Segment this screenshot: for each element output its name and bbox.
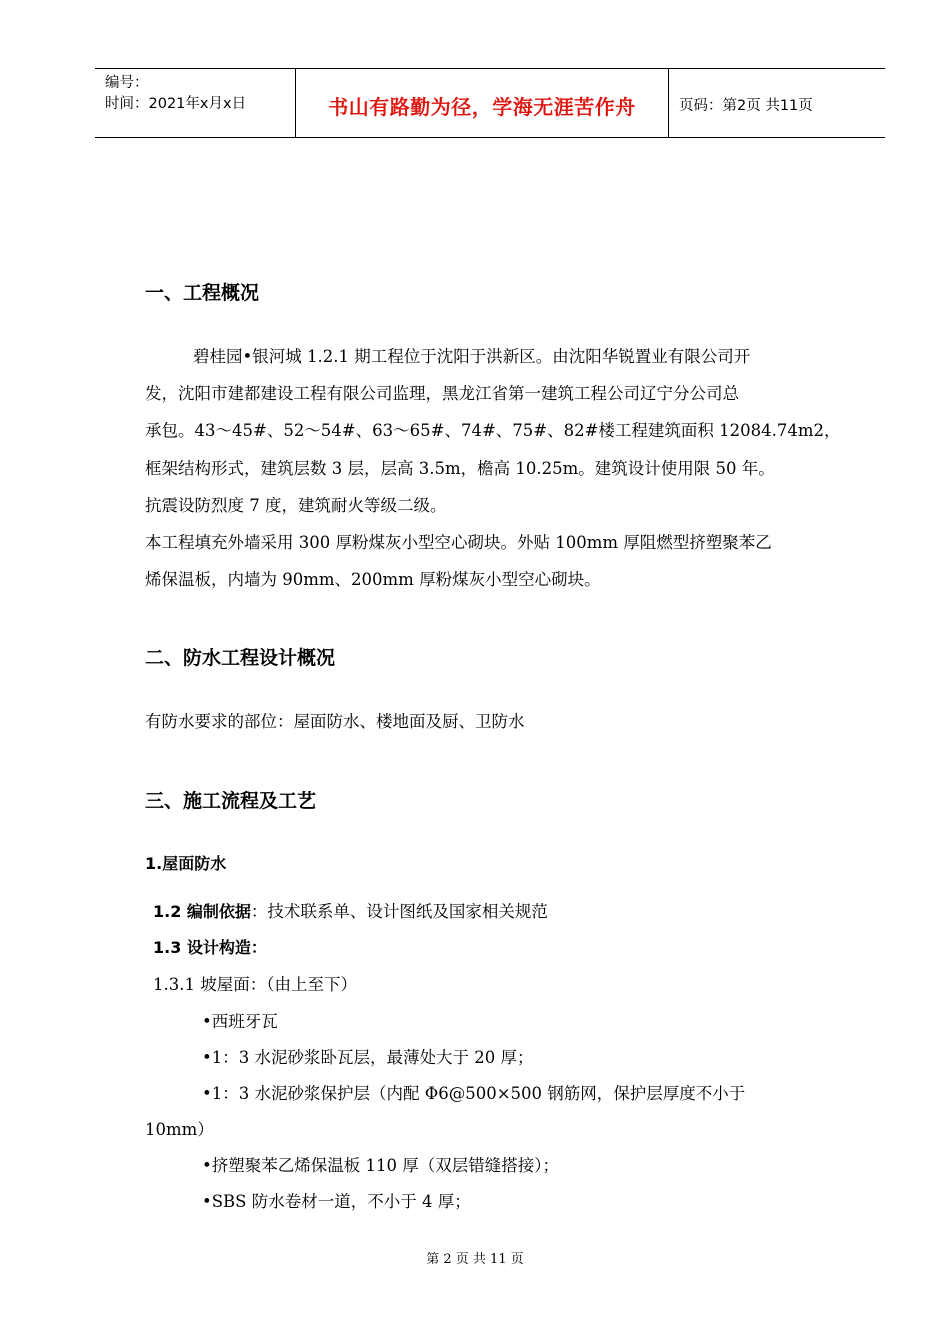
subsection-title: 1.屋面防水 bbox=[145, 854, 227, 873]
header-motto-cell bbox=[296, 69, 669, 137]
compile-basis-text: ：技术联系单、设计图纸及国家相关规范 bbox=[250, 902, 548, 921]
paragraph-line: 烯保温板，内墙为 90mm、200mm 厚粉煤灰小型空心砌块。 bbox=[145, 570, 601, 589]
paragraph-line: 有防水要求的部位：屋面防水、楼地面及厨、卫防水 bbox=[145, 712, 525, 731]
compile-basis-line bbox=[153, 898, 548, 922]
list-item: •1：3 水泥砂浆卧瓦层，最薄处大于 20 厚； bbox=[202, 1048, 534, 1067]
list-item: •挤塑聚苯乙烯保温板 110 厚（双层错缝搭接）； bbox=[202, 1156, 559, 1175]
header-meta-cell bbox=[95, 69, 296, 137]
paragraph-line: 承包。43～45#、52～54#、63～65#、74#、75#、82#楼工程建筑面积 12084.74m2， bbox=[145, 421, 841, 440]
section-3-title: 三、施工流程及工艺 bbox=[145, 790, 317, 812]
header-page-cell bbox=[669, 69, 885, 137]
section-2-title: 二、防水工程设计概况 bbox=[145, 647, 336, 669]
section-1-title: 一、工程概况 bbox=[145, 282, 260, 304]
list-item: •SBS 防水卷材一道，不小于 4 厚； bbox=[202, 1192, 471, 1211]
header-page-label: 页码：第2页 共11页 bbox=[679, 98, 813, 114]
header-motto: 书山有路勤为径，学海无涯苦作舟 bbox=[328, 95, 636, 119]
list-item: •1：3 水泥砂浆保护层（内配 Φ6@500×500 钢筋网，保护层厚度不小于 bbox=[202, 1084, 746, 1103]
document-time-label: 时间：2021年x月x日 bbox=[105, 96, 247, 112]
slope-roof-heading: 1.3.1 坡屋面：（由上至下） bbox=[153, 975, 357, 994]
document-number-label: 编号： bbox=[105, 75, 149, 91]
page-footer: 第 2 页 共 11 页 bbox=[426, 1252, 524, 1267]
paragraph-line: 框架结构形式，建筑层数 3 层，层高 3.5m，檐高 10.25m。建筑设计使用限 50 年。 bbox=[145, 459, 775, 478]
compile-basis-label: 1.2 编制依据 bbox=[153, 902, 251, 921]
paragraph-line: 本工程填充外墙采用 300 厚粉煤灰小型空心砌块。外贴 100mm 厚阻燃型挤塑聚苯乙 bbox=[145, 533, 772, 552]
design-structure-label: 1.3 设计构造： bbox=[153, 938, 267, 957]
list-item-continuation: 10mm） bbox=[145, 1120, 214, 1139]
paragraph-line: 发，沈阳市建都建设工程有限公司监理，黑龙江省第一建筑工程公司辽宁分公司总 bbox=[145, 384, 739, 403]
paragraph-line: 抗震设防烈度 7 度，建筑耐火等级二级。 bbox=[145, 496, 447, 515]
paragraph-line: 碧桂园•银河城 1.2.1 期工程位于沈阳于洪新区。由沈阳华锐置业有限公司开 bbox=[193, 347, 751, 366]
document-header bbox=[95, 68, 885, 138]
list-item: •西班牙瓦 bbox=[202, 1012, 278, 1031]
